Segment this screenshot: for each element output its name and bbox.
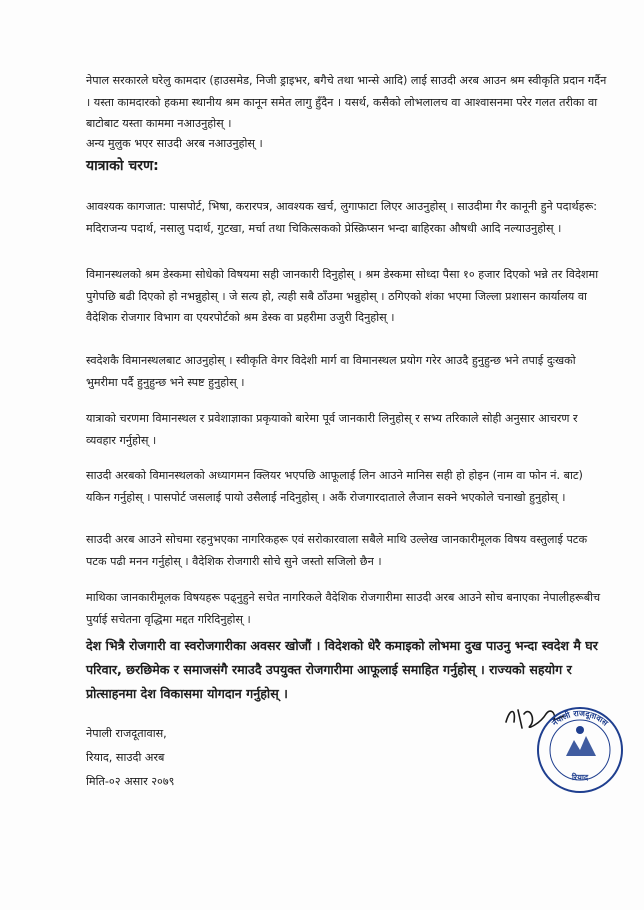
closing-message: देश भित्रै रोजगारी वा स्वरोजगारीका अवसर खोजौं । विदेशको धेरै कमाइको लोभमा दुख पाउनु भन्दा स्वदेश मै घर परिवार, छरछिमेक र समाजसंगै रमाउदै उपयुक्त रोजगारीमा आफूलाई समाहित गर्नुहोस् । राज्यको सहयोग र प्रोत्साहनमा देश विकासमा योगदान गर्नुहोस् ।: [86, 638, 598, 701]
signature-block: [86, 722, 175, 794]
embassy-name: नेपाली राजदूतावास,: [86, 727, 167, 740]
step-share: माथिका जानकारीमूलक विषयहरू पढ्नुहुने सचेत नागरिकले वैदेशिक रोजगारीमा साउदी अरब आउने सोच बनाएका नेपालीहरूबीच पुर्याई सचेतना वृद्धिमा मद्दत गरिदिनुहोस् ।: [86, 591, 601, 626]
step-arrival: साउदी अरबको विमानस्थलको अध्यागमन क्लियर भएपछि आफूलाई लिन आउने मानिस सही हो होइन (नाम वा फोन नं. बाट) यकिन गर्नुहोस् । पासपोर्ट जसलाई पायो उसैलाई नदिनुहोस् । अकैं रोजगारदाताले लैजान सक्ने भएकोले चनाखो हुनुहोस् ।: [86, 469, 583, 504]
intro-paragraph: नेपाल सरकारले घरेलु कामदार (हाउसमेड, निजी ड्राइभर, बगैचे तथा भान्से आदि) लाई साउदी अरब आउन श्रम स्वीकृति प्रदान गर्दैन । यस्ता कामदारको हकमा स्थानीय श्रम कानून समेत लागु हुँदैन । यसर्थ, कसैको लोभलालच वा आश्वासनमा परेर गलत तरीका वा बाटोबाट यस्ता काममा नआउनुहोस् ।: [86, 74, 607, 130]
step-labour-desk: विमानस्थलको श्रम डेस्कमा सोधेको विषयमा सही जानकारी दिनुहोस् । श्रम डेस्कमा सोध्दा पैसा १० हजार दिएको भन्ने तर विदेशमा पुगेपछि बढी दिएको हो नभन्नुहोस् । जे सत्य हो, त्यही सबै ठाँउमा भन्नुहोस् । ठगिएको शंका भएमा जिल्ला प्रशासन कार्यालय वा वैदेशिक रोजगार विभाग वा एयरपोर्टको श्रम डेस्क वा प्रहरीमा उजुरी दिनुहोस् ।: [86, 268, 599, 324]
step-immigration: यात्राको चरणमा विमानस्थल र प्रवेशाज्ञाका प्रकृयाको बारेमा पूर्व जानकारी लिनुहोस् र सभ्य तरिकाले सोही अनुसार आचरण र व्यवहार गर्नुहोस् ।: [86, 412, 578, 447]
warning-paragraph: अन्य मुलुक भएर साउदी अरब नआउनुहोस् ।: [86, 137, 263, 150]
svg-text:रियाद: रियाद: [571, 773, 589, 782]
svg-text:नेपाली राजदूतावास: नेपाली राजदूतावास: [550, 708, 610, 728]
step-documents: आवश्यक कागजात: पासपोर्ट, भिषा, करारपत्र, आवश्यक खर्च, लुगाफाटा लिएर आउनुहोस् । साउदीमा गैर कानूनी हुने पदार्थहरू: मदिराजन्य पदार्थ, नसालु पदार्थ, गुटखा, मर्चा तथा चिकित्सकको प्रेस्क्रिप्सन भन्दा बाहिरका औषधी आदि नल्याउनुहोस् ।: [86, 200, 598, 235]
step-home-airport: स्वदेशकै विमानस्थलबाट आउनुहोस् । स्वीकृति वेगर विदेशी मार्ग वा विमानस्थल प्रयोग गरेर आउदै हुनुहुन्छ भने तपाई दुःखको भुमरीमा पर्दै हुनुहुन्छ भने स्पष्ट हुनुहोस् ।: [86, 354, 576, 389]
embassy-seal: [530, 700, 630, 800]
embassy-location: रियाद, साउदी अरब: [86, 751, 165, 764]
section-heading: यात्राको चरण:: [86, 158, 159, 174]
step-read-carefully: साउदी अरब आउने सोचमा रहनुभएका नागरिकहरू एवं सरोकारवाला सबैले माथि उल्लेख जानकारीमूलक विषय वस्तुलाई पटक पटक पढी मनन गर्नुहोस् । वैदेशिक रोजगारी सोचे सुने जस्तो सजिलो छैन ।: [86, 533, 588, 568]
letter-date: मिति-०२ असार २०७९: [86, 775, 175, 788]
